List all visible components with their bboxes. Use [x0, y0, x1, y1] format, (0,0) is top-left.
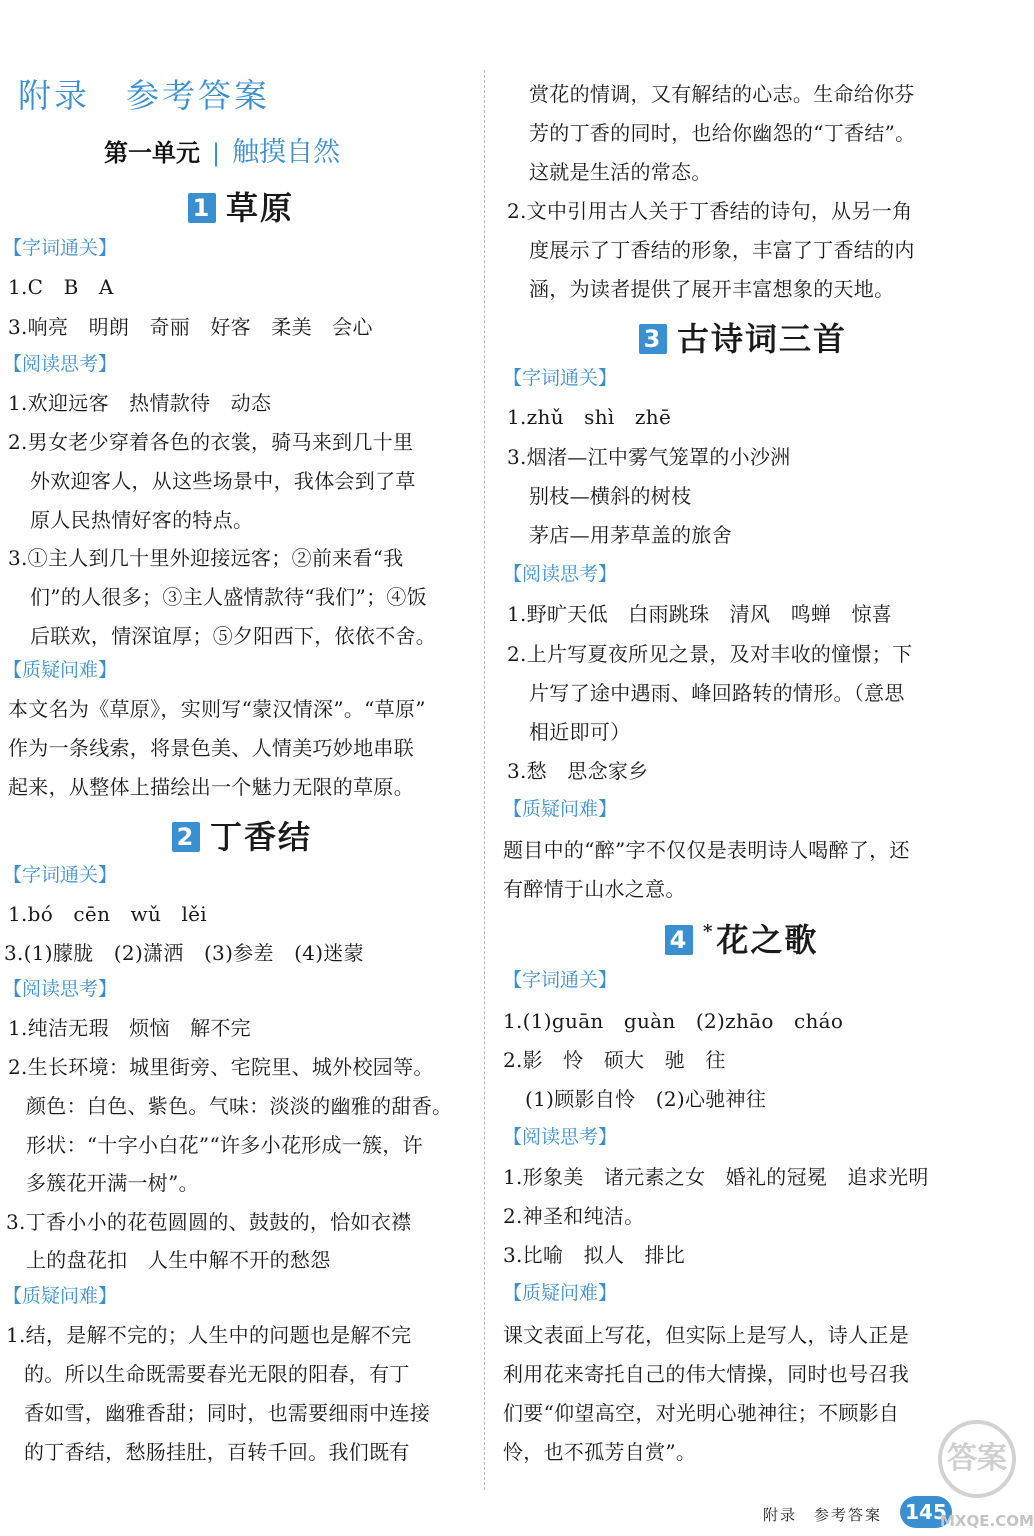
section-heading: 【质疑问难】 [503, 798, 618, 820]
answer-line: 的丁香结，愁肠挂肚，百转千回。我们既有 [24, 1440, 410, 1464]
lesson-1-heading [188, 183, 294, 229]
answer-line: 们要“仰望高空，对光明心驰神往；不顾影自 [503, 1401, 900, 1425]
answer-line: 1.(1)guān guàn (2)zhāo cháo [503, 1009, 844, 1033]
answer-line: 后联欢，情深谊厚；⑤夕阳西下，依依不舍。 [30, 624, 436, 648]
answer-line: 3.①主人到几十里外迎接远客；②前来看“我 [8, 546, 404, 570]
watermark-site: MXQE.COM [940, 1512, 1034, 1530]
answer-line: 1.野旷天低 白雨跳珠 清风 鸣蝉 惊喜 [507, 602, 893, 626]
lesson-title: 花之歌 [716, 921, 819, 959]
answer-line: 课文表面上写花，但实际上是写人，诗人正是 [503, 1323, 909, 1347]
answer-line: 作为一条线索，将景色美、人情美巧妙地串联 [8, 736, 414, 760]
answer-line: 原人民热情好客的特点。 [30, 508, 254, 532]
page-number: 145 [900, 1496, 952, 1528]
lesson-2-heading [172, 812, 312, 858]
appendix-title: 附录 参考答案 [18, 76, 270, 115]
answer-line: 有醉情于山水之意。 [503, 877, 686, 901]
section-heading: 【质疑问难】 [503, 1282, 618, 1304]
answer-line: 2.文中引用古人关于丁香结的诗句，从另一角 [507, 199, 913, 223]
answer-line: 别枝—横斜的树枝 [529, 484, 692, 508]
answer-line: 多簇花开满一树”。 [26, 1171, 199, 1195]
section-heading: 【阅读思考】 [3, 353, 118, 375]
unit-title [104, 130, 340, 169]
lesson-number-badge: 1 [188, 193, 216, 223]
lesson-title: 古诗词三首 [677, 320, 848, 358]
section-heading: 【字词通关】 [503, 969, 618, 991]
section-heading: 【字词通关】 [503, 367, 618, 389]
answer-line: 这就是生活的常态。 [529, 160, 712, 184]
answer-line: 1.bó cēn wǔ lěi [8, 902, 207, 926]
answer-line: 2.上片写夏夜所见之景，及对丰收的憧憬；下 [507, 642, 913, 666]
answer-line: 度展示了丁香结的形象，丰富了丁香结的内 [529, 238, 915, 262]
answer-line: 起来，从整体上描绘出一个魅力无限的草原。 [8, 775, 414, 799]
unit-separator: | [212, 139, 221, 167]
optional-lesson-star: * [703, 921, 715, 942]
column-divider [484, 70, 485, 1490]
answer-line: 3.烟渚—江中雾气笼罩的小沙洲 [507, 445, 791, 469]
answer-line: 形状：“十字小白花”“许多小花形成一簇，许 [26, 1133, 423, 1157]
answer-line: 赏花的情调，又有解结的心志。生命给你芬 [529, 82, 915, 106]
answer-line: 本文名为《草原》，实则写“蒙汉情深”。“草原” [8, 697, 426, 721]
answer-line: 3.丁香小小的花苞圆圆的、鼓鼓的，恰如衣襟 [6, 1210, 412, 1234]
unit-label: 第一单元 [104, 139, 200, 167]
answer-line: 的。所以生命既需要春光无限的阳春，有丁 [24, 1362, 410, 1386]
answer-line: 题目中的“醉”字不仅仅是表明诗人喝醉了，还 [503, 838, 910, 862]
lesson-title: 丁香结 [210, 818, 313, 856]
answer-line: 相近即可） [529, 720, 631, 744]
answer-line: 芳的丁香的同时，也给你幽怨的“丁香结”。 [529, 121, 916, 145]
answer-line: 2.男女老少穿着各色的衣裳，骑马来到几十里 [8, 430, 414, 454]
answer-line: 3.愁 思念家乡 [507, 759, 649, 783]
answer-line: 3.(1)朦胧 (2)潇洒 (3)参差 (4)迷蒙 [4, 941, 364, 965]
answer-line: 2.生长环境：城里街旁、宅院里、城外校园等。 [8, 1055, 434, 1079]
lesson-4-heading [665, 915, 818, 961]
answer-line: 3.响亮 明朗 奇丽 好客 柔美 会心 [8, 315, 373, 339]
answer-line: 2.影 怜 硕大 驰 往 [503, 1048, 726, 1072]
lesson-number-badge: 2 [172, 822, 200, 852]
lesson-3-heading [639, 314, 847, 360]
answer-line: 3.比喻 拟人 排比 [503, 1243, 686, 1267]
answer-line: 2.神圣和纯洁。 [503, 1204, 645, 1228]
answer-line: 外欢迎客人，从这些场景中，我体会到了草 [30, 469, 416, 493]
section-heading: 【阅读思考】 [503, 563, 618, 585]
watermark-seal: 答案 [938, 1420, 1016, 1498]
answer-line: 怜，也不孤芳自赏”。 [503, 1440, 697, 1464]
section-heading: 【质疑问难】 [3, 659, 118, 681]
answer-line: 1.形象美 诸元素之女 婚礼的冠冕 追求光明 [503, 1165, 929, 1189]
answer-line: 1.zhǔ shì zhē [507, 405, 672, 429]
answer-line: 颜色：白色、紫色。气味：淡淡的幽雅的甜香。 [26, 1094, 453, 1118]
answer-line: (1)顾影自怜 (2)心驰神往 [525, 1087, 767, 1111]
lesson-number-badge: 3 [639, 324, 667, 354]
section-heading: 【阅读思考】 [3, 978, 118, 1000]
answer-line: 香如雪，幽雅香甜；同时，也需要细雨中连接 [24, 1401, 430, 1425]
answer-line: 片写了途中遇雨、峰回路转的情形。（意思 [529, 681, 905, 705]
answer-line: 1.C B A [8, 275, 114, 299]
answer-line: 茅店—用茅草盖的旅舍 [529, 523, 732, 547]
lesson-number-badge: 4 [665, 925, 693, 955]
answer-line: 们”的人很多；③主人盛情款待“我们”；④饭 [30, 585, 427, 609]
section-heading: 【字词通关】 [3, 864, 118, 886]
answer-line: 利用花来寄托自己的伟大情操，同时也号召我 [503, 1362, 909, 1386]
answer-line: 1.欢迎远客 热情款待 动态 [8, 391, 272, 415]
unit-name: 触摸自然 [232, 137, 341, 168]
answer-line: 1.结，是解不完的；人生中的问题也是解不完 [6, 1323, 412, 1347]
footer-label: 附录 参考答案 [763, 1506, 883, 1524]
lesson-title: 草原 [226, 189, 295, 227]
section-heading: 【阅读思考】 [503, 1126, 618, 1148]
answer-line: 1.纯洁无瑕 烦恼 解不完 [8, 1016, 251, 1040]
answer-line: 涵，为读者提供了展开丰富想象的天地。 [529, 277, 895, 301]
section-heading: 【质疑问难】 [3, 1285, 118, 1307]
answer-line: 上的盘花扣 人生中解不开的愁怨 [26, 1248, 331, 1272]
section-heading: 【字词通关】 [3, 237, 118, 259]
